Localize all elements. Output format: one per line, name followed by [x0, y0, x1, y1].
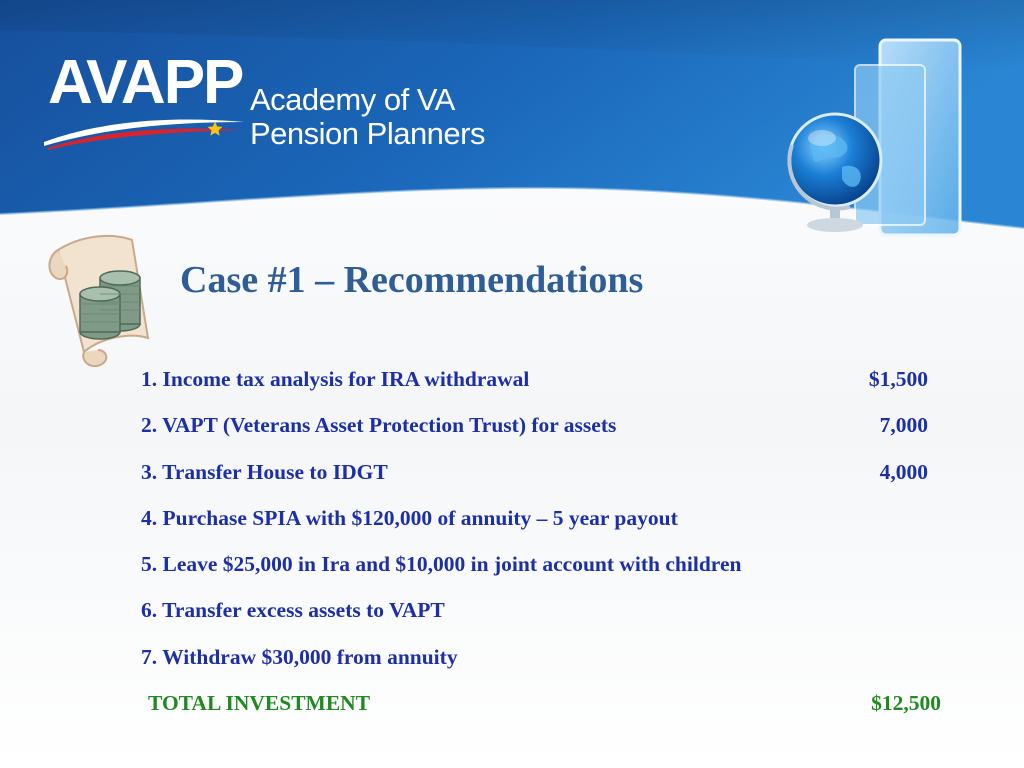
item-amount: 4,000: [879, 459, 928, 484]
list-item: [141, 413, 941, 459]
star-icon: [206, 120, 224, 143]
list-item: [141, 460, 941, 506]
logo-wordmark: AVAPP: [48, 48, 243, 117]
item-text: 4. Purchase SPIA with $120,000 of annuity – 5 year payout: [141, 505, 678, 530]
globe-icon: [780, 35, 980, 270]
item-amount: 7,000: [879, 413, 928, 438]
list-item: [141, 552, 941, 598]
list-item: [141, 598, 941, 644]
total-label: TOTAL INVESTMENT: [148, 691, 371, 716]
recommendation-list: [141, 367, 941, 737]
brand-name-line1: Academy of VA: [250, 82, 455, 117]
item-amount: $1,500: [868, 367, 928, 391]
item-text: 1. Income tax analysis for IRA withdrawal: [141, 367, 530, 391]
item-text: 6. Transfer excess assets to VAPT: [141, 598, 445, 623]
item-text: 7. Withdraw $30,000 from annuity: [141, 644, 458, 669]
item-text: 5. Leave $25,000 in Ira and $10,000 in joint account with children: [141, 552, 742, 577]
item-text: 3. Transfer House to IDGT: [141, 459, 388, 484]
brand-name-line2: Pension Planners: [250, 116, 485, 151]
money-scroll-icon: [40, 228, 170, 378]
list-item: [141, 367, 941, 413]
total-row: [141, 691, 941, 737]
list-item: [141, 506, 941, 552]
total-amount: $12,500: [871, 691, 941, 716]
slide-title: Case #1 – Recommendations: [180, 259, 644, 301]
item-text: 2. VAPT (Veterans Asset Protection Trust) for assets: [141, 413, 617, 438]
list-item: [141, 645, 941, 691]
